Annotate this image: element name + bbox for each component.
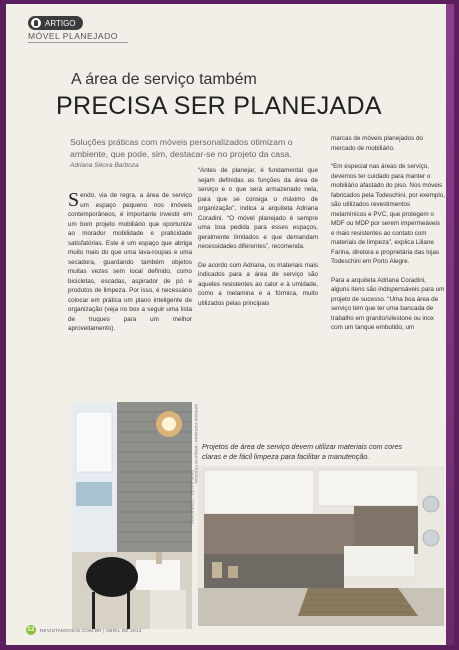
paragraph: [68, 191, 192, 334]
laundry-photo-1: [72, 402, 192, 629]
laundry-photo-1-image: [72, 402, 192, 629]
magazine-page: [6, 4, 454, 645]
paragraph: De acordo com Adriana, os materiais mais indicados para a área de serviço são aqueles resistentes ao calor e à umidade, como a melamina e a fórmica, muito utilizados pelas principais: [198, 261, 318, 307]
lead-paragraph: Soluções práticas com móveis personalizados otimizam o ambiente, que pode, sim, destacar-se no projeto da casa.: [70, 137, 293, 159]
chair-icon: [31, 18, 41, 28]
section-badge-label: ARTIGO: [45, 18, 76, 28]
body-column-3: [331, 134, 445, 342]
byline: Adriana Sikora Barboza: [70, 162, 139, 169]
paragraph: Para a arquiteta Adriana Coradini, alguns itens são indispensáveis para um projeto de sucesso. “Uma boa área de serviço tem que ter uma bancada de trabalho em granito/silestone ou inox com um tanque embutido, um: [331, 276, 445, 331]
accent-strip: [446, 4, 454, 645]
section-divider: [28, 42, 128, 43]
paragraph-text: endo, via de regra, a área de serviço um espaço pequeno nos imóveis contemporâneos, é importante investir em um bom projeto mobiliário que oportunize ao morador mobilidade e praticidade satisfatórias. Este é um espaço que abriga muito mais do que uma lava-roupas e uma secadora, guardando também objetos muitas vezes sem local definido, como bicicletas, escadas, aspirador de pó e produtos de limpeza. Por isso, é necessário colocar em prática um plano inteligente de organização (veja no box a seguir uma lista de truques para um melhor aproveitamento).: [68, 192, 192, 332]
paragraph: “Em especial nas áreas de serviço, devemos ter cuidado para manter o mobiliário afastado do piso. Nos móveis fabricados pela Todeschini, por exemplo, são utilizados revestimentos melamínicos e PVC, que protegem o MDF ou MDP por serem impermeáveis e mais resistentes ao contato com materiais de limpeza”, explica Liliane Farina, diretora e proprietária das lojas Todeschini em Porto Alegre.: [331, 163, 445, 265]
headline-kicker: A área de serviço também: [71, 71, 257, 88]
paragraph: marcas de móveis planejados do mercado de mobiliário.: [331, 135, 424, 152]
page-number: 12: [27, 627, 35, 633]
body-column-1: [68, 191, 192, 343]
photo-credit-2: DIVULGAÇÃO / TODESCHINI: [190, 470, 194, 525]
headline-title: PRECISA SER PLANEJADA: [56, 92, 382, 120]
page-footer: [26, 625, 142, 635]
laundry-photo-2-image: [198, 466, 444, 626]
laundry-photo-2: [198, 466, 444, 626]
section-header: [28, 16, 83, 30]
paragraph: “Antes de planejar, é fundamental que sejam definidas as funções da área de serviço e o que será armazenado nela, para que se consiga o máximo de organização”, indica a arquiteta Adriana Coradini. “O móvel planejado é sempre uma boa pedida para esses espaços, geralmente limitados e que demandam necessidades diferentes”, recomenda.: [198, 167, 318, 250]
photo-caption: Projetos de área de serviço devem utilizar materiais com cores claras e de fácil limpeza para facilitar a manutenção.: [202, 442, 403, 461]
drop-cap: S: [68, 189, 80, 211]
footer-text: REVISTAMOVEIS.COM.BR | ABRIL DE 2013: [40, 627, 142, 633]
section-subtitle: MÓVEL PLANEJADO: [28, 31, 118, 41]
body-column-2: [198, 166, 318, 317]
section-badge: [28, 16, 83, 30]
photo-credit-1: ADRIANA CORADINI / ARQUIVO PESSOAL: [194, 404, 198, 484]
